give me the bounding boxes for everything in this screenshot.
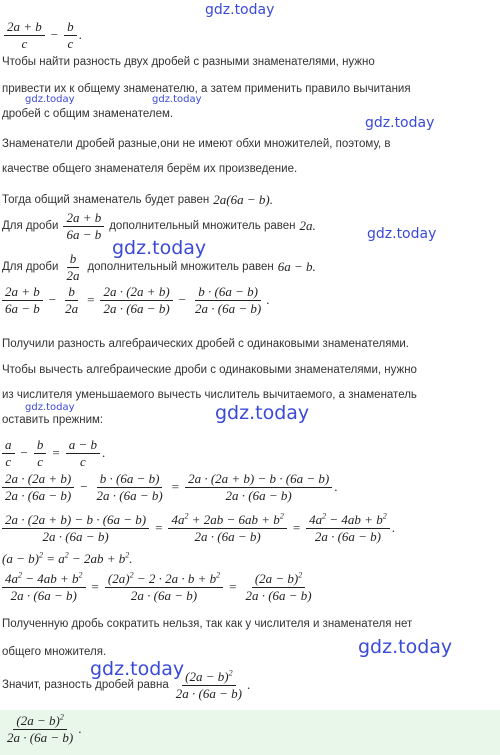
text-line: Чтобы найти разность двух дробей с разными знаменателями, нужно: [2, 56, 375, 68]
watermark: gdz.today: [112, 237, 207, 259]
task-expression: $\frac{2a + b}{c}$ − $\frac{b}{c}$ .: [2, 20, 82, 50]
equation-square: $\frac{4a^2 - 4ab + b^2}{2a \cdot (6a - b)}$ = $\frac{(2a)^2 - 2 \cdot 2a \cdot b + b^2}{2a \cdot (6a - b)}$ = $\frac{(2a - b)^2}{2a \cdot (6a - b)}$: [0, 572, 317, 602]
multiplier-line-1: Для дроби $\frac{2a + b}{6a - b}$ дополнительный множитель равен 2a.: [2, 210, 316, 242]
watermark: gdz.today: [25, 94, 75, 105]
common-denominator-line: Тогда общий знаменатель будет равен 2a(6a − b).: [2, 192, 273, 207]
watermark: gdz.today: [358, 636, 453, 658]
subtraction-rule: $\frac{a}{c}$ − $\frac{b}{c}$ = $\frac{a - b}{c}$ .: [0, 438, 105, 468]
equation-common-denominator: $\frac{2a + b}{6a - b}$ − $\frac{b}{2a}$ = $\frac{2a \cdot (2a + b)}{2a \cdot (6a - b)}$ − $\frac{b \cdot (6a - b)}{2a \cdot (6a - b)}$ .: [0, 285, 269, 315]
multiplier-line-2: Для дроби $\frac{b}{2a}$ дополнительный множитель равен 6a − b.: [2, 251, 316, 283]
watermark: gdz.today: [215, 402, 310, 424]
watermark: gdz.today: [152, 94, 202, 105]
text-line: Чтобы вычесть алгебраические дроби с одинаковыми знаменателями, нужно: [2, 364, 417, 376]
watermark: gdz.today: [367, 226, 437, 242]
text-line: Знаменатели дробей разные,они не имеют обхи множителей, поэтому, в: [2, 138, 391, 150]
square-formula: $(a - b)^2 = a^2 - 2ab + b^2$.: [2, 550, 133, 566]
text-line: дробей с общим знаменателем.: [2, 108, 174, 120]
equation-subtract: $\frac{2a \cdot (2a + b)}{2a \cdot (6a - b)}$ − $\frac{b \cdot (6a - b)}{2a \cdot (6a - b)}$ = $\frac{2a \cdot (2a + b) - b \cdot (6a - b)}{2a \cdot (6a - b)}$ .: [0, 472, 337, 502]
conclusion-line: Значит, разность дробей равна $\frac{(2a - b)^2}{2a \cdot (6a - b)}$ .: [2, 668, 251, 701]
watermark: gdz.today: [205, 2, 275, 18]
text-line: качестве общего знаменателя берём их произведение.: [2, 163, 298, 175]
watermark: gdz.today: [25, 402, 75, 413]
text-line: Полученную дробь сократить нельзя, так как у числителя и знаменателя нет: [2, 618, 413, 630]
text-line: из числителя уменьшаемого вычесть числитель вычитаемого, а знаменатель: [2, 389, 417, 401]
text-line: привести их к общему знаменателю, а затем применить правило вычитания: [2, 83, 411, 95]
equation-expand: $\frac{2a \cdot (2a + b) - b \cdot (6a - b)}{2a \cdot (6a - b)}$ = $\frac{4a^2 + 2ab - 6ab + b^2}{2a \cdot (6a - b)}$ = $\frac{4a^2 - 4ab + b^2}{2a \cdot (6a - b)}$ .: [0, 513, 395, 543]
answer-expression: $\frac{(2a - b)^2}{2a \cdot (6a - b)}$ .: [7, 712, 82, 745]
text-line: общего множителя.: [2, 646, 107, 658]
watermark: gdz.today: [90, 658, 185, 680]
text-line: оставить прежним:: [2, 414, 104, 426]
text-line: Получили разность алгебраических дробей с одинаковыми знаменателями.: [2, 338, 409, 350]
watermark: gdz.today: [365, 115, 435, 131]
